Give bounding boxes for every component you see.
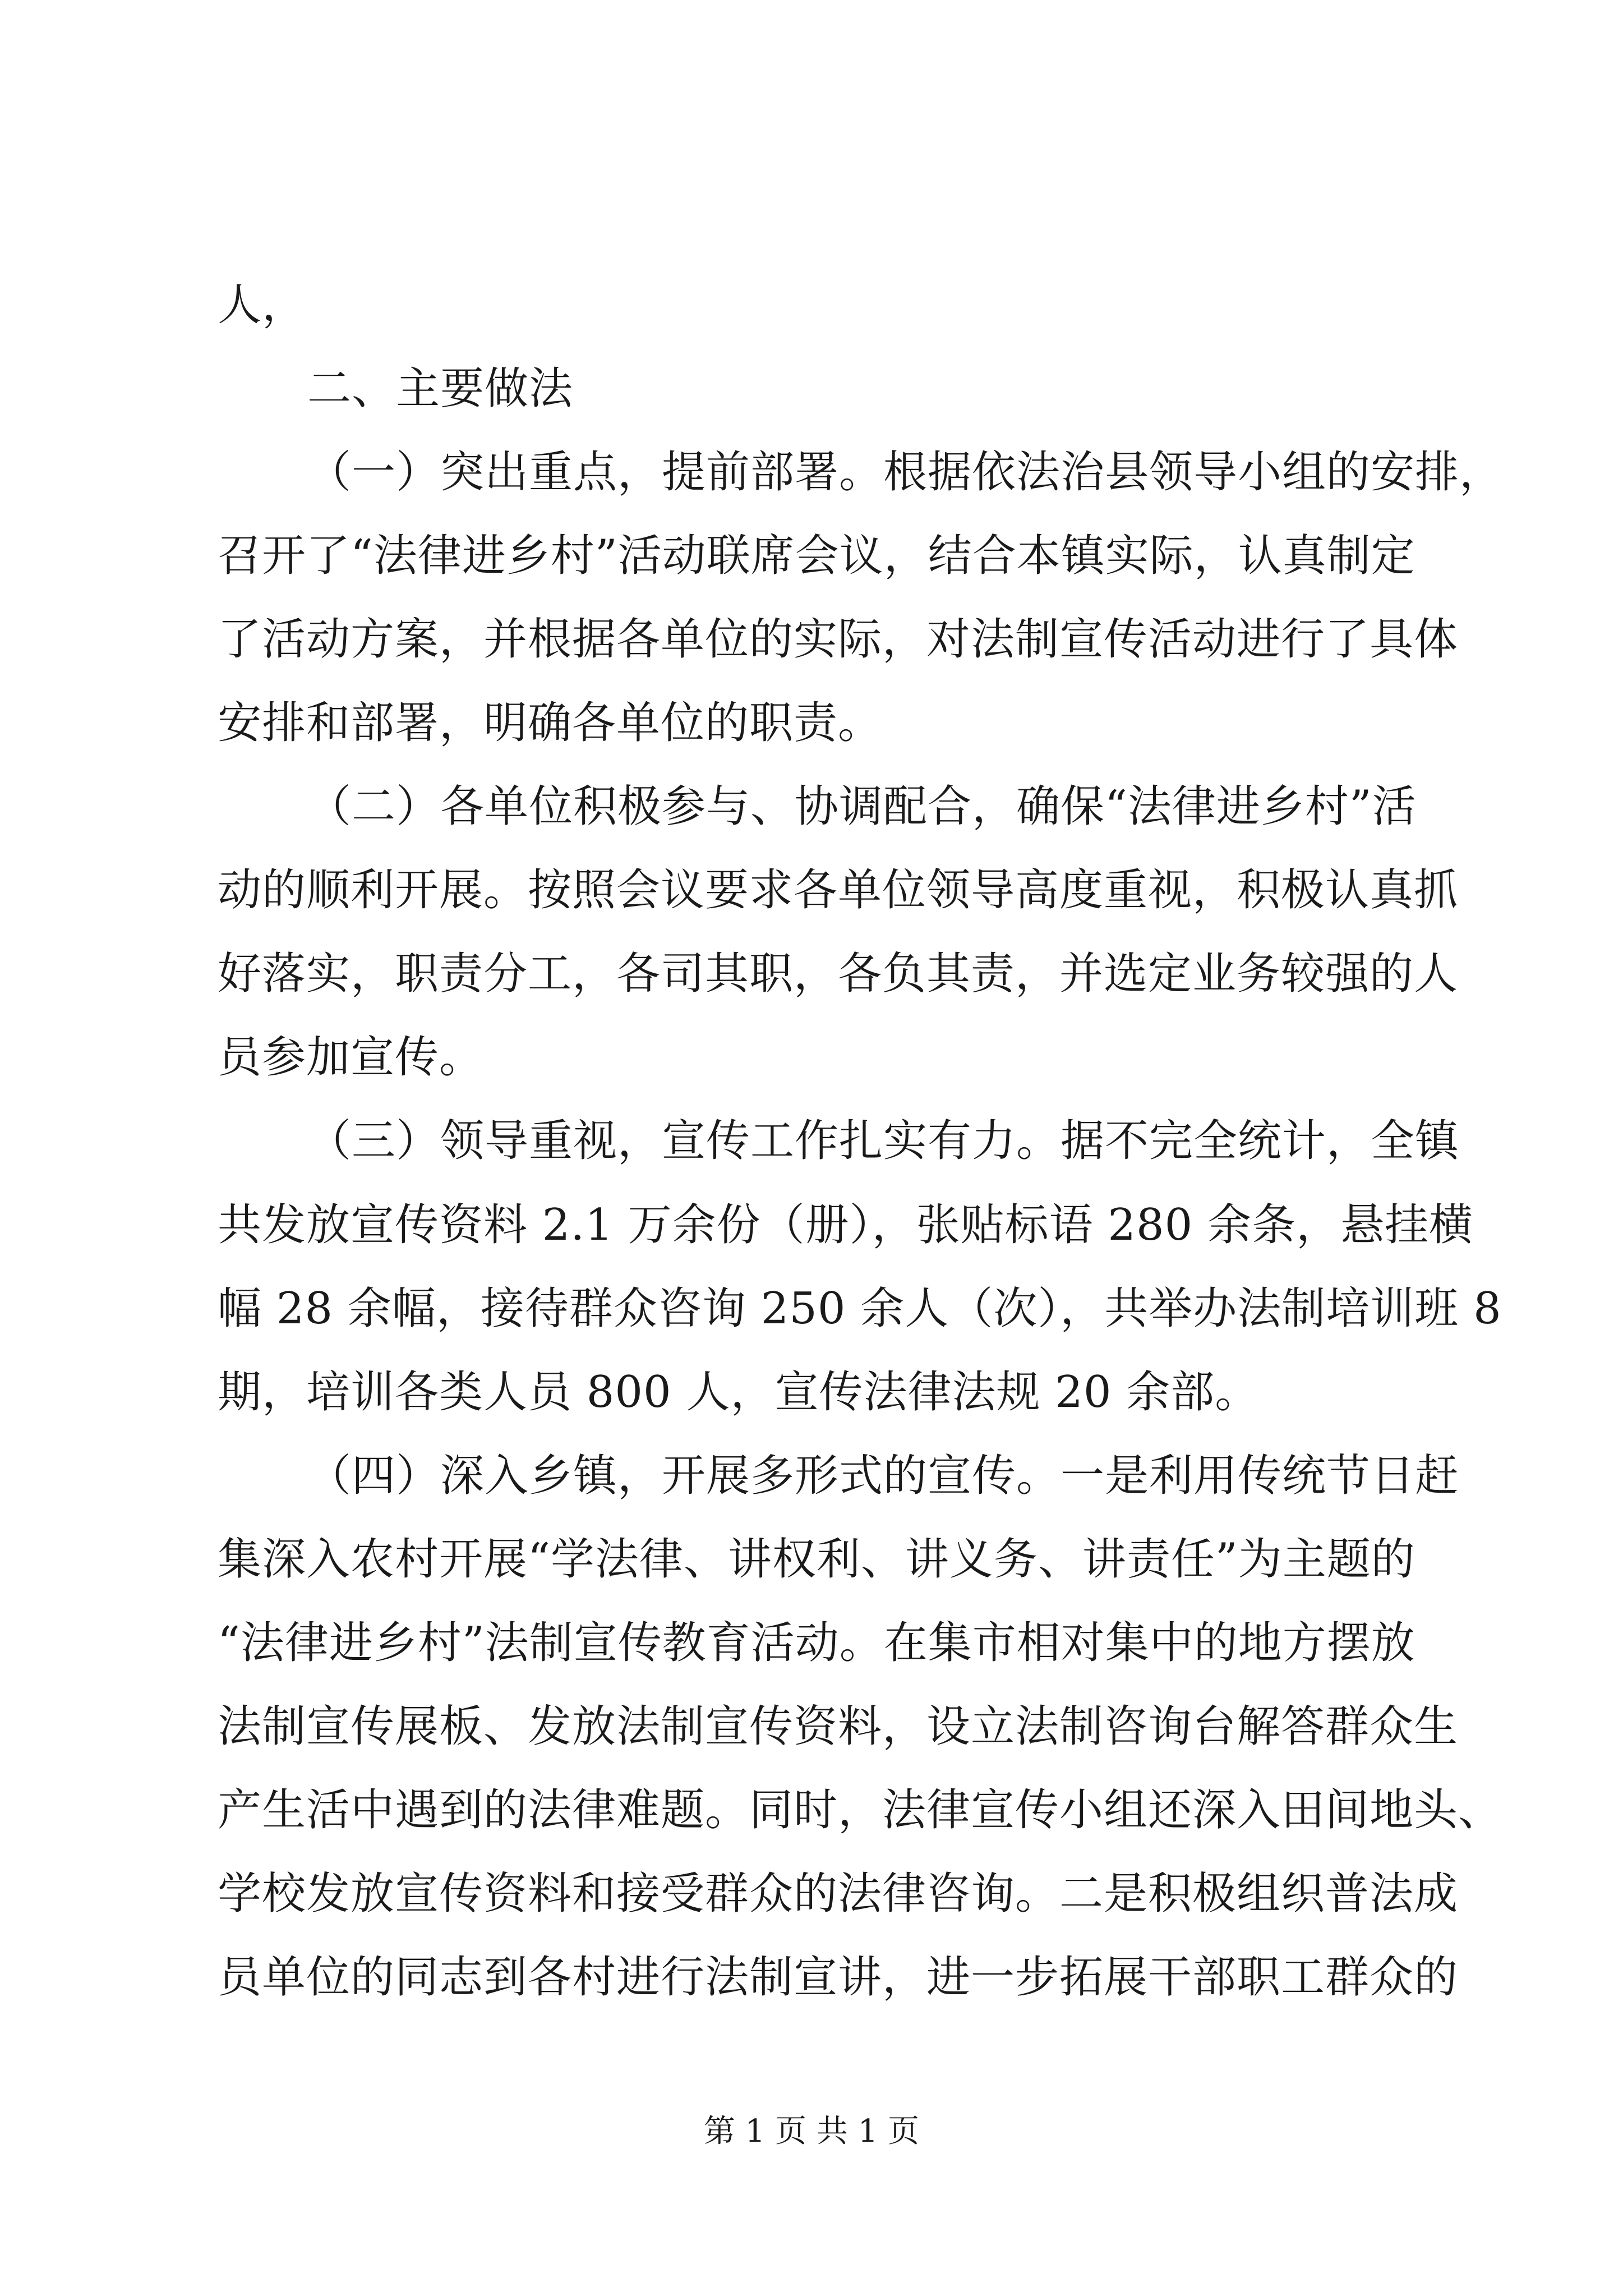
text-line: 共发放宣传资料 2.1 万余份（册），张贴标语 280 余条，悬挂横 xyxy=(218,1200,1474,1250)
text-line: 法制宣传展板、发放法制宣传资料，设立法制咨询台解答群众生 xyxy=(218,1701,1459,1752)
text-line: “法律进乡村”法制宣传教育活动。在集市相对集中的地方摆放 xyxy=(218,1618,1415,1668)
text-line: 集深入农村开展“学法律、讲权利、讲义务、讲责任”为主题的 xyxy=(218,1534,1415,1585)
page-number-footer: 第 1 页 共 1 页 xyxy=(703,2113,920,2150)
text-line: 期，培训各类人员 800 人，宣传法律法规 20 余部。 xyxy=(218,1367,1260,1418)
text-line: 安排和部署，明确各单位的职责。 xyxy=(218,698,883,748)
section-heading: 二、主要做法 xyxy=(307,364,574,414)
text-line: 人， xyxy=(218,280,307,330)
text-line: （一）突出重点，提前部署。根据依法治县领导小组的安排， xyxy=(307,447,1504,498)
text-line: 召开了“法律进乡村”活动联席会议，结合本镇实际，认真制定 xyxy=(218,531,1415,581)
text-line: 动的顺利开展。按照会议要求各单位领导高度重视，积极认真抓 xyxy=(218,865,1459,915)
text-line: 员参加宣传。 xyxy=(218,1032,484,1083)
text-line: （四）深入乡镇，开展多形式的宣传。一是利用传统节日赶 xyxy=(307,1451,1460,1501)
text-line: 学校发放宣传资料和接受群众的法律咨询。二是积极组织普法成 xyxy=(218,1869,1459,1919)
text-line: （三）领导重视，宣传工作扎实有力。据不完全统计，全镇 xyxy=(307,1116,1460,1166)
text-line: （二）各单位积极参与、协调配合，确保“法律进乡村”活 xyxy=(307,781,1417,832)
text-line: 幅 28 余幅，接待群众咨询 250 余人（次），共举办法制培训班 8 xyxy=(218,1283,1502,1334)
text-line: 好落实，职责分工，各司其职，各负其责，并选定业务较强的人 xyxy=(218,949,1459,999)
text-line: 产生活中遇到的法律难题。同时，法律宣传小组还深入田间地头、 xyxy=(218,1785,1503,1835)
text-line: 了活动方案，并根据各单位的实际，对法制宣传活动进行了具体 xyxy=(218,614,1459,665)
text-line: 员单位的同志到各村进行法制宣讲，进一步拓展干部职工群众的 xyxy=(218,1952,1459,2003)
